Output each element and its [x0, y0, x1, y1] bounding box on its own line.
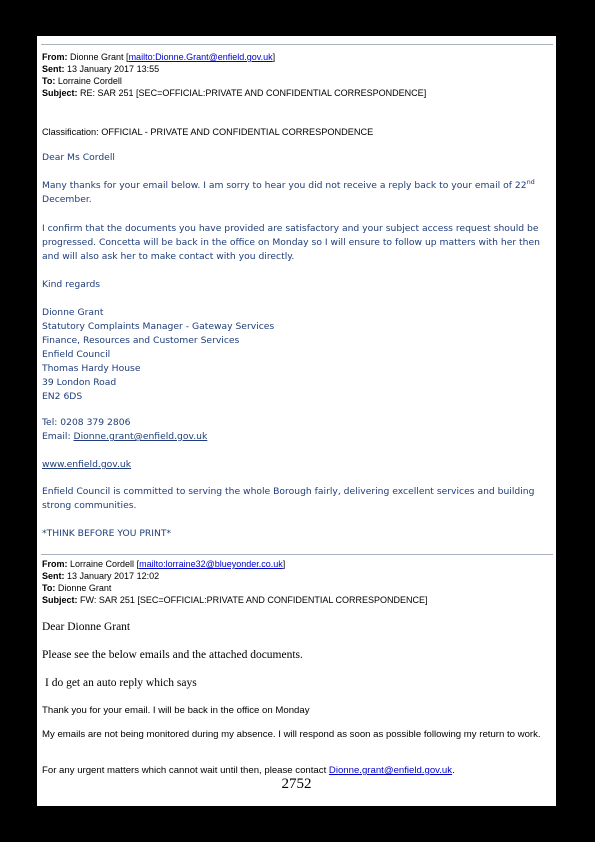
email2-subject-line	[42, 595, 428, 607]
email2-greeting: Dear Dionne Grant	[42, 621, 131, 633]
auto-reply-email-link[interactable]: Dionne.grant@enfield.gov.uk	[328, 765, 453, 776]
page-number: 2752	[281, 776, 312, 792]
email2-sent-line	[42, 571, 159, 583]
to-name: Dionne Grant	[57, 583, 112, 593]
email1-sent-line	[42, 64, 159, 76]
subject-label: Subject:	[42, 595, 78, 605]
auto-reply-text: For any urgent matters which cannot wait until then, please contact	[42, 765, 329, 776]
paragraph-1-end: December.	[42, 194, 92, 205]
auto-reply-line-2: My emails are not being monitored during my absence. I will respond as soon as possible following my return to work.	[42, 729, 541, 740]
signature-line: Enfield Council	[42, 349, 111, 360]
email-label: Email:	[42, 431, 74, 442]
website-line	[42, 458, 550, 472]
sent-date: 13 January 2017 13:55	[67, 64, 160, 74]
sent-label: Sent:	[42, 571, 65, 581]
paragraph-1	[42, 179, 550, 207]
sent-date: 13 January 2017 12:02	[67, 571, 160, 581]
document-page	[37, 36, 556, 806]
subject-label: Subject:	[42, 88, 78, 98]
to-label: To:	[42, 76, 56, 86]
paragraph-1-text: Many thanks for your email below. I am sorry to hear you did not receive a reply back to your email of 22	[42, 180, 527, 191]
to-label: To:	[42, 583, 56, 593]
signoff: Kind regards	[42, 279, 101, 290]
signature-line: 39 London Road	[42, 377, 117, 388]
from-mailto-link[interactable]: mailto:lorraine32@blueyonder.co.uk	[139, 559, 283, 569]
auto-reply-period: .	[452, 765, 455, 776]
telephone: Tel: 0208 379 2806	[42, 417, 131, 428]
signature-line: Finance, Resources and Customer Services	[42, 335, 240, 346]
email-link[interactable]: Dionne.grant@enfield.gov.uk	[73, 431, 208, 442]
auto-reply-line-1: Thank you for your email. I will be back in the office on Monday	[42, 705, 310, 716]
email2-from-line: From: Lorraine Cordell [mailto:lorraine32@blueyonder.co.uk]	[42, 559, 286, 569]
subject-text: FW: SAR 251 [SEC=OFFICIAL:PRIVATE AND CONFIDENTIAL CORRESPONDENCE]	[80, 595, 428, 605]
separator-rule	[41, 554, 553, 555]
signature-line: EN2 6DS	[42, 391, 83, 402]
print-note: *THINK BEFORE YOU PRINT*	[42, 528, 172, 539]
to-name: Lorraine Cordell	[57, 76, 122, 86]
header-rule	[41, 44, 553, 45]
subject-text: RE: SAR 251 [SEC=OFFICIAL:PRIVATE AND CONFIDENTIAL CORRESPONDENCE]	[80, 88, 427, 98]
from-name: Dionne Grant	[70, 52, 124, 62]
email2-line-2: I do get an auto reply which says	[45, 677, 197, 689]
greeting: Dear Ms Cordell	[42, 152, 115, 163]
classification-line: Classification: OFFICIAL - PRIVATE AND CONFIDENTIAL CORRESPONDENCE	[42, 127, 374, 137]
email1-to-line	[42, 76, 122, 88]
email-line	[42, 430, 550, 444]
from-label: From:	[42, 559, 68, 569]
signature-block	[42, 306, 550, 404]
ordinal-suffix: nd	[526, 177, 535, 186]
signature-line: Thomas Hardy House	[42, 363, 141, 374]
website-link[interactable]: www.enfield.gov.uk	[42, 459, 132, 470]
signature-line: Dionne Grant	[42, 307, 104, 318]
email2-to-line	[42, 583, 111, 595]
email2-line-1: Please see the below emails and the attached documents.	[42, 649, 303, 661]
commitment-statement: Enfield Council is committed to serving the whole Borough fairly, delivering excellent services and building strong communities.	[42, 486, 535, 511]
email1-from-line: From: Dionne Grant [mailto:Dionne.Grant@enfield.gov.uk]	[42, 52, 276, 62]
from-name: Lorraine Cordell	[70, 559, 135, 569]
email1-subject-line	[42, 88, 426, 100]
from-label: From:	[42, 52, 68, 62]
signature-line: Statutory Complaints Manager - Gateway Services	[42, 321, 275, 332]
from-mailto-link[interactable]: mailto:Dionne.Grant@enfield.gov.uk	[128, 52, 273, 62]
sent-label: Sent:	[42, 64, 65, 74]
paragraph-2: I confirm that the documents you have provided are satisfactory and your subject access request should be progressed. Concetta will be back in the office on Monday so I will ensure to follow up matters with her then and will also ask her to make contact with you directly.	[42, 223, 540, 262]
